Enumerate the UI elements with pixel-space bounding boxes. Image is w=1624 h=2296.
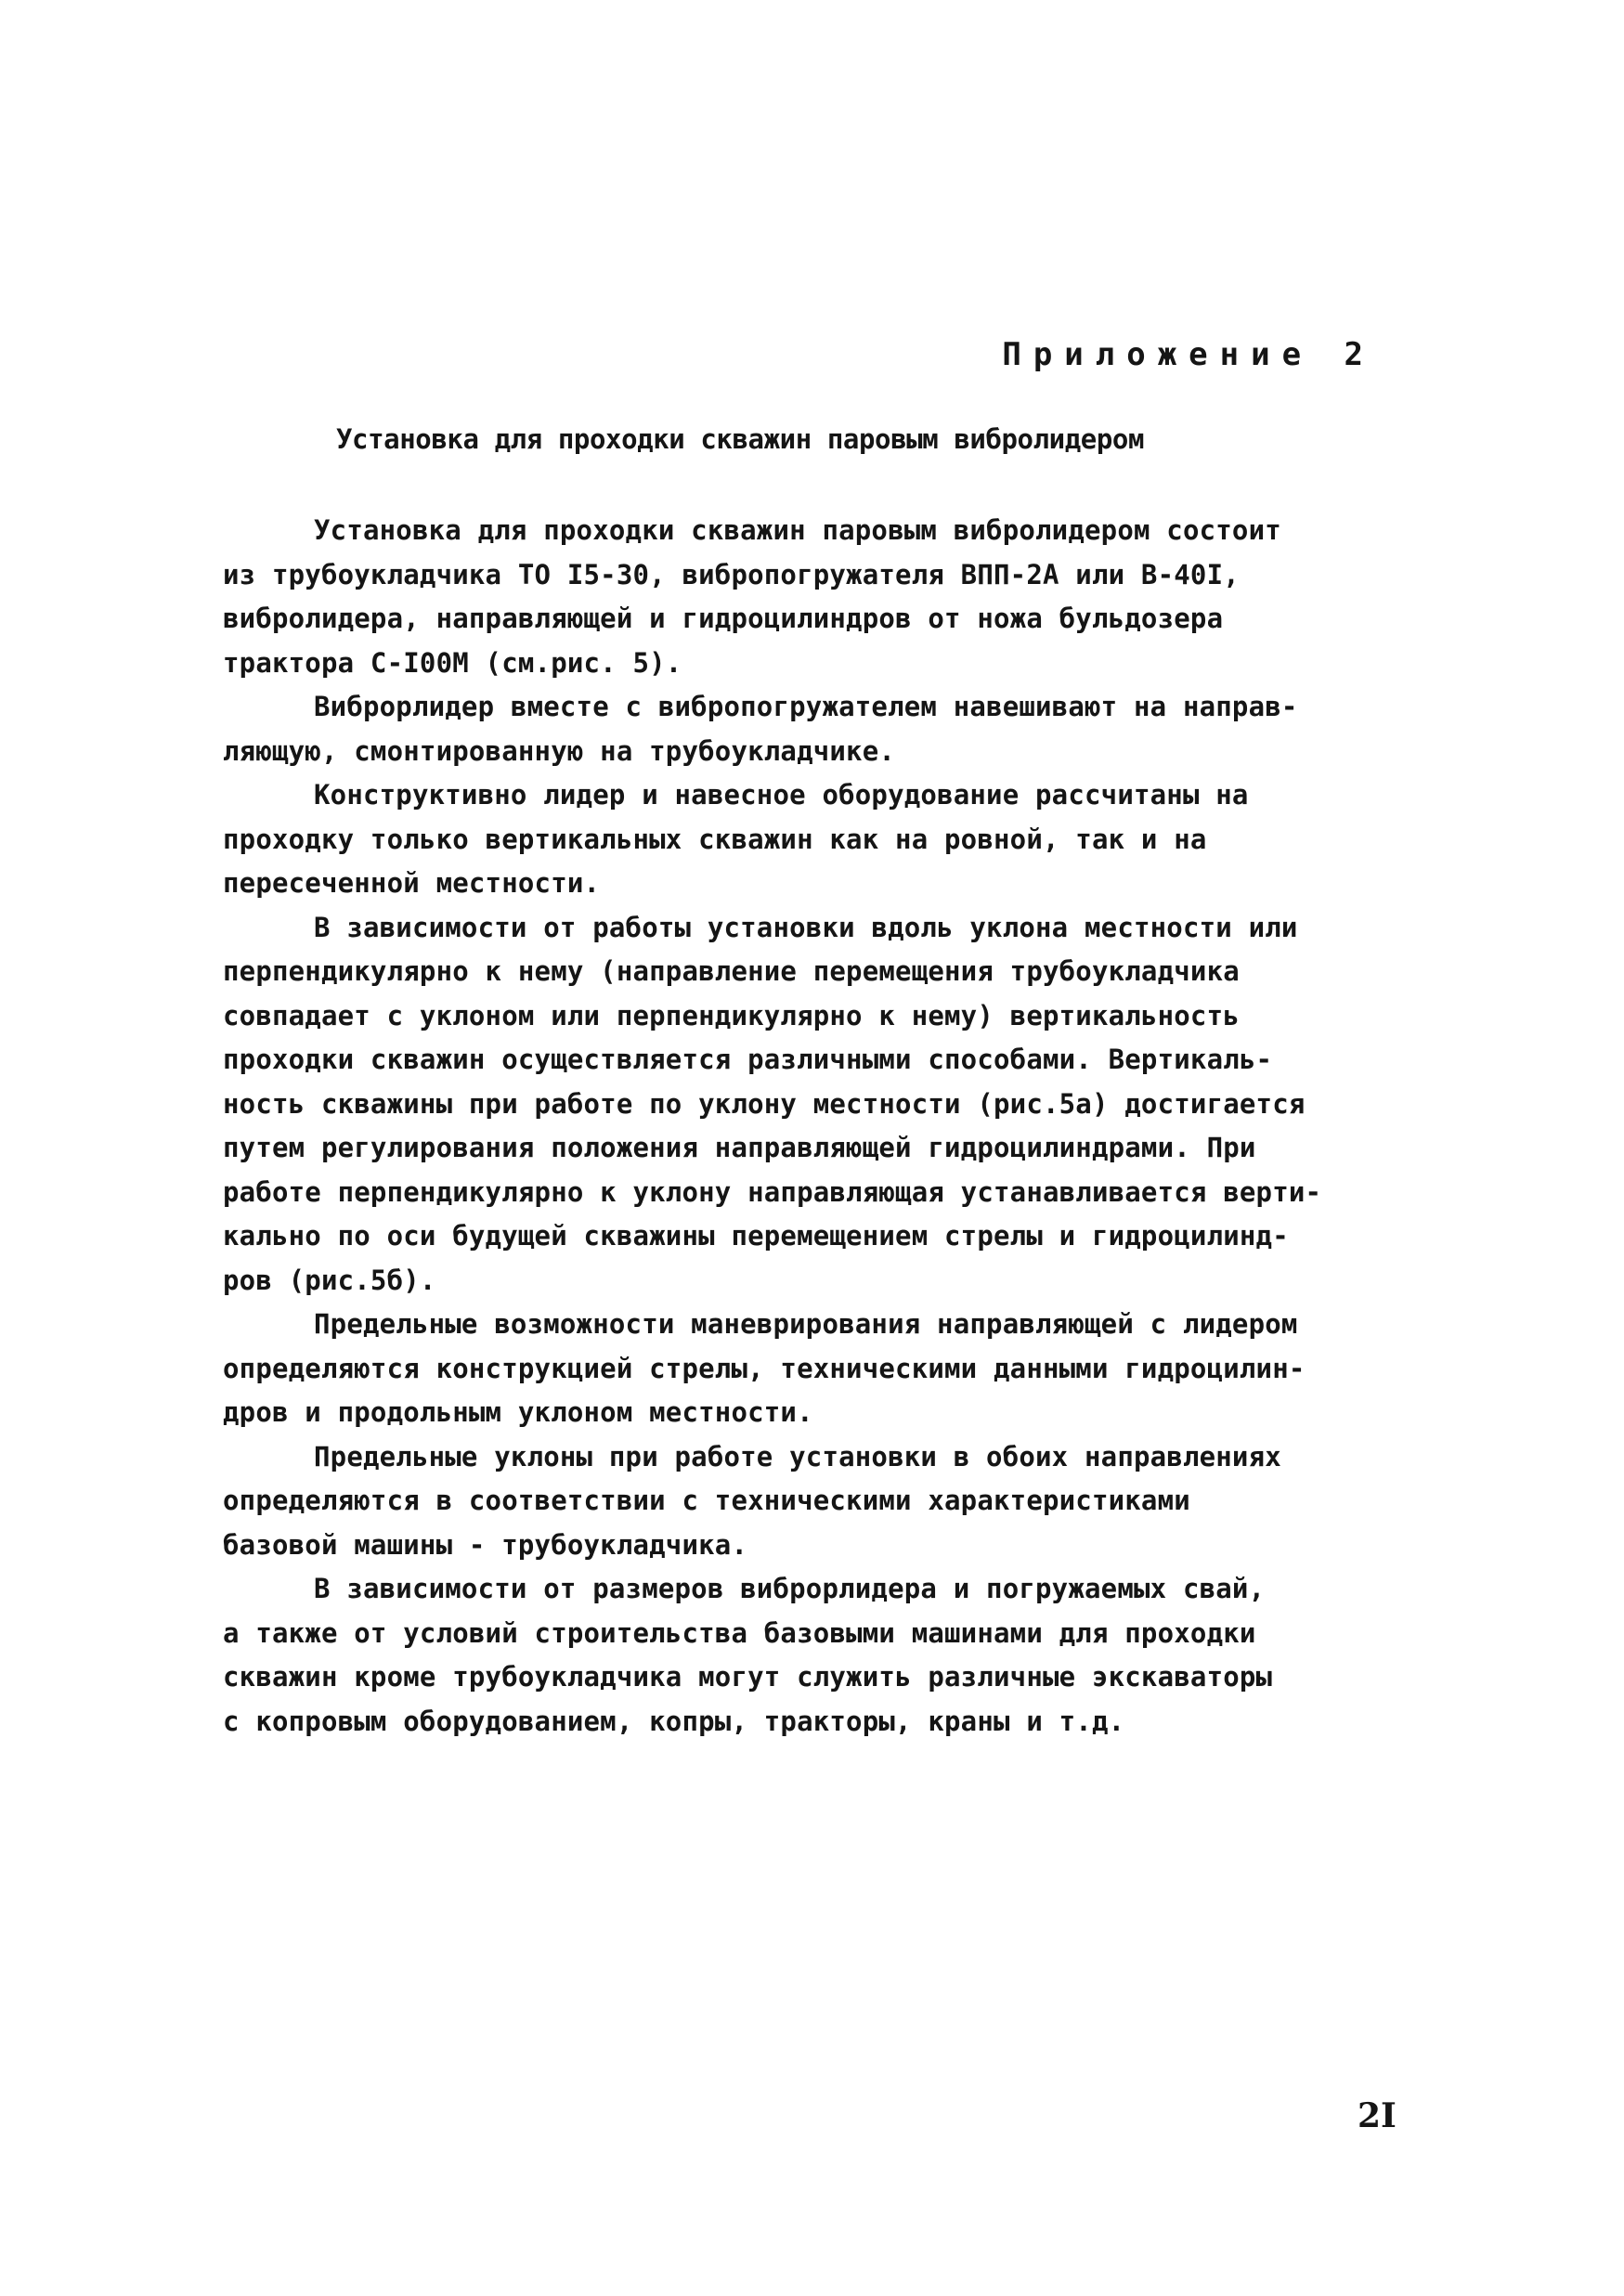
text-line: Установка для проходки скважин паровым вибролидером состоит	[314, 514, 1281, 546]
text-line: В зависимости от работы установки вдоль уклона местности или	[314, 911, 1298, 943]
text-line: трактора С-I00М (см.рис. 5).	[223, 646, 682, 679]
text-line: путем регулирования положения направляющей гидроцилиндрами. При	[223, 1132, 1256, 1163]
text-line: ров (рис.5б).	[223, 1264, 436, 1296]
page-number: 2I	[1358, 2096, 1397, 2135]
text-line: ность скважины при работе по уклону местности (рис.5а) достигается	[223, 1087, 1306, 1120]
text-line: скважин кроме трубоукладчика могут служить различные экскаваторы	[223, 1661, 1273, 1693]
text-line: проходку только вертикальных скважин как на ровной, так и на	[223, 823, 1207, 855]
text-line: определяются конструкцией стрелы, техническими данными гидроцилин-	[223, 1352, 1306, 1384]
text-line: базовой машины - трубоукладчика.	[223, 1528, 748, 1561]
text-line: вибролидера, направляющей и гидроцилиндров от ножа бульдозера	[223, 603, 1224, 634]
text-line: кально по оси будущей скважины перемещением стрелы и гидроцилинд-	[223, 1220, 1289, 1252]
text-line: Предельные возможности маневрирования направляющей с лидером	[314, 1308, 1298, 1340]
text-line: определяются в соответствии с техническими характеристиками	[223, 1485, 1190, 1516]
text-line: Предельные уклоны при работе установки в обоих направлениях	[314, 1440, 1281, 1472]
text-line: ляющую, смонтированную на трубоукладчике.	[223, 734, 896, 767]
text-line: пересеченной местности.	[223, 867, 601, 899]
text-line: проходки скважин осуществляется различными способами. Вертикаль-	[223, 1044, 1273, 1075]
body-text	[223, 509, 1407, 1744]
text-line: из трубоукладчика ТО I5-30, вибропогружателя ВПП-2А или В-40I,	[223, 558, 1240, 590]
text-line: дров и продольным уклоном местности.	[223, 1396, 813, 1428]
text-line: а также от условий строительства базовыми машинами для проходки	[223, 1616, 1256, 1649]
text-line: Конструктивно лидер и навесное оборудование рассчитаны на	[314, 779, 1249, 811]
text-line: В зависимости от размеров виброрлидера и погружаемых свай,	[314, 1573, 1266, 1604]
text-line: работе перпендикулярно к уклону направляющая устанавливается верти-	[223, 1175, 1322, 1208]
text-line: перпендикулярно к нему (направление перемещения трубоукладчика	[223, 955, 1240, 987]
text-line: Виброрлидер вместе с вибропогружателем навешивают на направ-	[314, 691, 1298, 722]
text-line: с копровым оборудованием, копры, тракторы, краны и т.д.	[223, 1705, 1125, 1737]
text-line: совпадает с уклоном или перпендикулярно к нему) вертикальность	[223, 999, 1240, 1031]
document-title: Установка для проходки скважин паровым вибролидером	[336, 423, 1145, 455]
appendix-label: Приложение 2	[1002, 336, 1375, 373]
